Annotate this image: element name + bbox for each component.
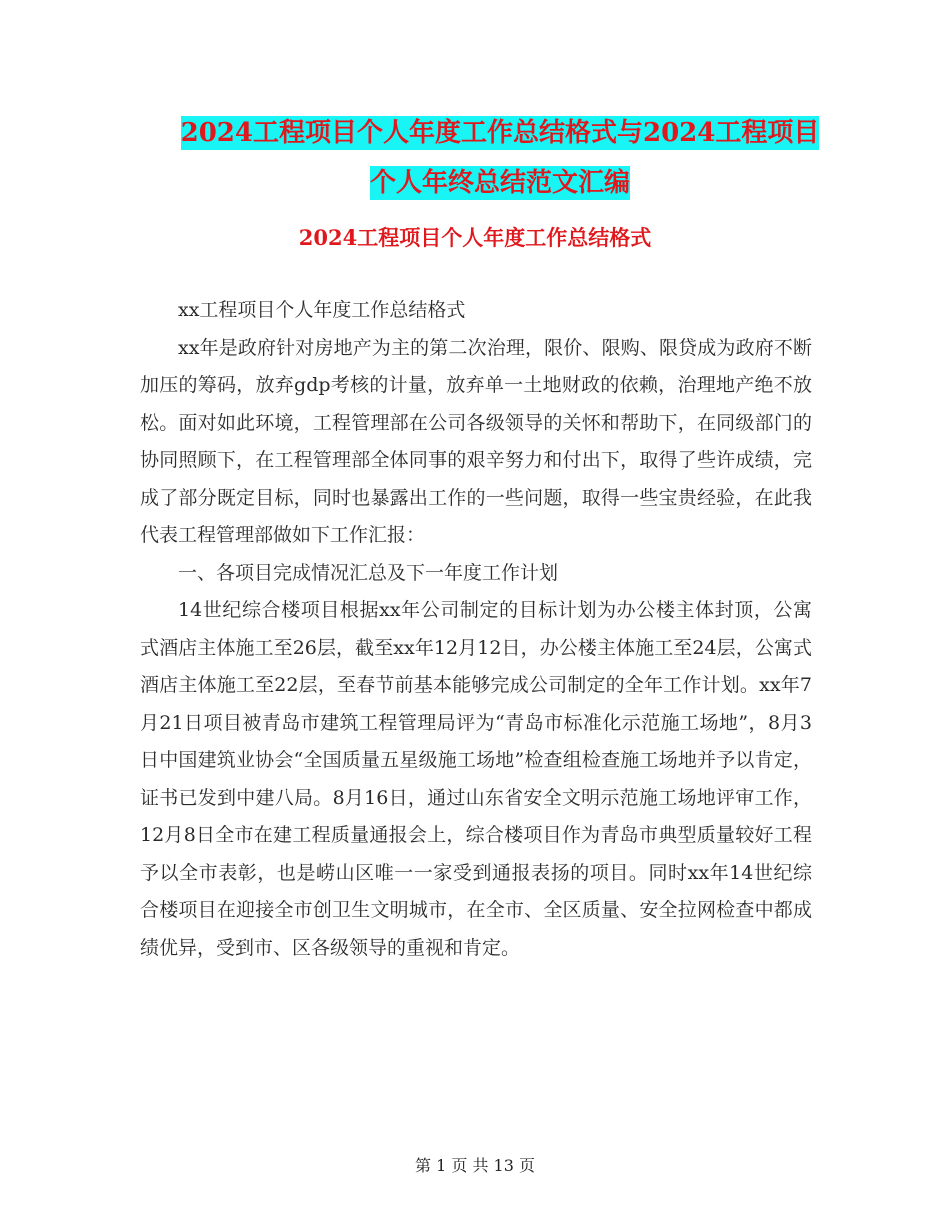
page-footer: 第 1 页 共 13 页 [415,1156,535,1175]
document-title [140,108,860,208]
document-title-line-2: 个人年终总结范文汇编 [369,168,630,198]
paragraph: xx工程项目个人年度工作总结格式 [178,299,466,321]
section-title: 2024工程项目个人年度工作总结格式 [298,225,652,250]
document-title-line-1: 2024工程项目个人年度工作总结格式与2024工程项目 [180,118,820,148]
body-text [140,292,812,967]
paragraph: 14世纪综合楼项目根据xx年公司制定的目标计划为办公楼主体封顶，公寓式酒店主体施工至26层，截至xx年12月12日，办公楼主体施工至24层，公寓式酒店主体施工至22层，至春节前基本能够完成公司制定的全年工作计划。xx年7月21日项目被青岛市建筑工程管理局评为“青岛市标准化示范施工场地”，8月3日中国建筑业协会“全国质量五星级施工场地”检查组检查施工场地并予以肯定，证书已发到中建八局。8月16日，通过山东省安全文明示范施工场地评审工作，12月8日全市在建工程质量通报会上，综合楼项目作为青岛市典型质量较好工程予以全市表彰，也是崂山区唯一一家受到通报表扬的项目。同时xx年14世纪综合楼项目在迎接全市创卫生文明城市，在全市、全区质量、安全拉网检查中都成绩优异，受到市、区各级领导的重视和肯定。 [140,599,812,959]
paragraph: xx年是政府针对房地产为主的第二次治理，限价、限购、限贷成为政府不断加压的筹码，放弃gdp考核的计量，放弃单一土地财政的依赖，治理地产绝不放松。面对如此环境，工程管理部在公司各级领导的关怀和帮助下，在同级部门的协同照顾下，在工程管理部全体同事的艰辛努力和付出下，取得了些许成绩，完成了部分既定目标，同时也暴露出工作的一些问题，取得一些宝贵经验，在此我代表工程管理部做如下工作汇报： [140,336,812,546]
paragraph: 一、各项目完成情况汇总及下一年度工作计划 [178,561,559,584]
